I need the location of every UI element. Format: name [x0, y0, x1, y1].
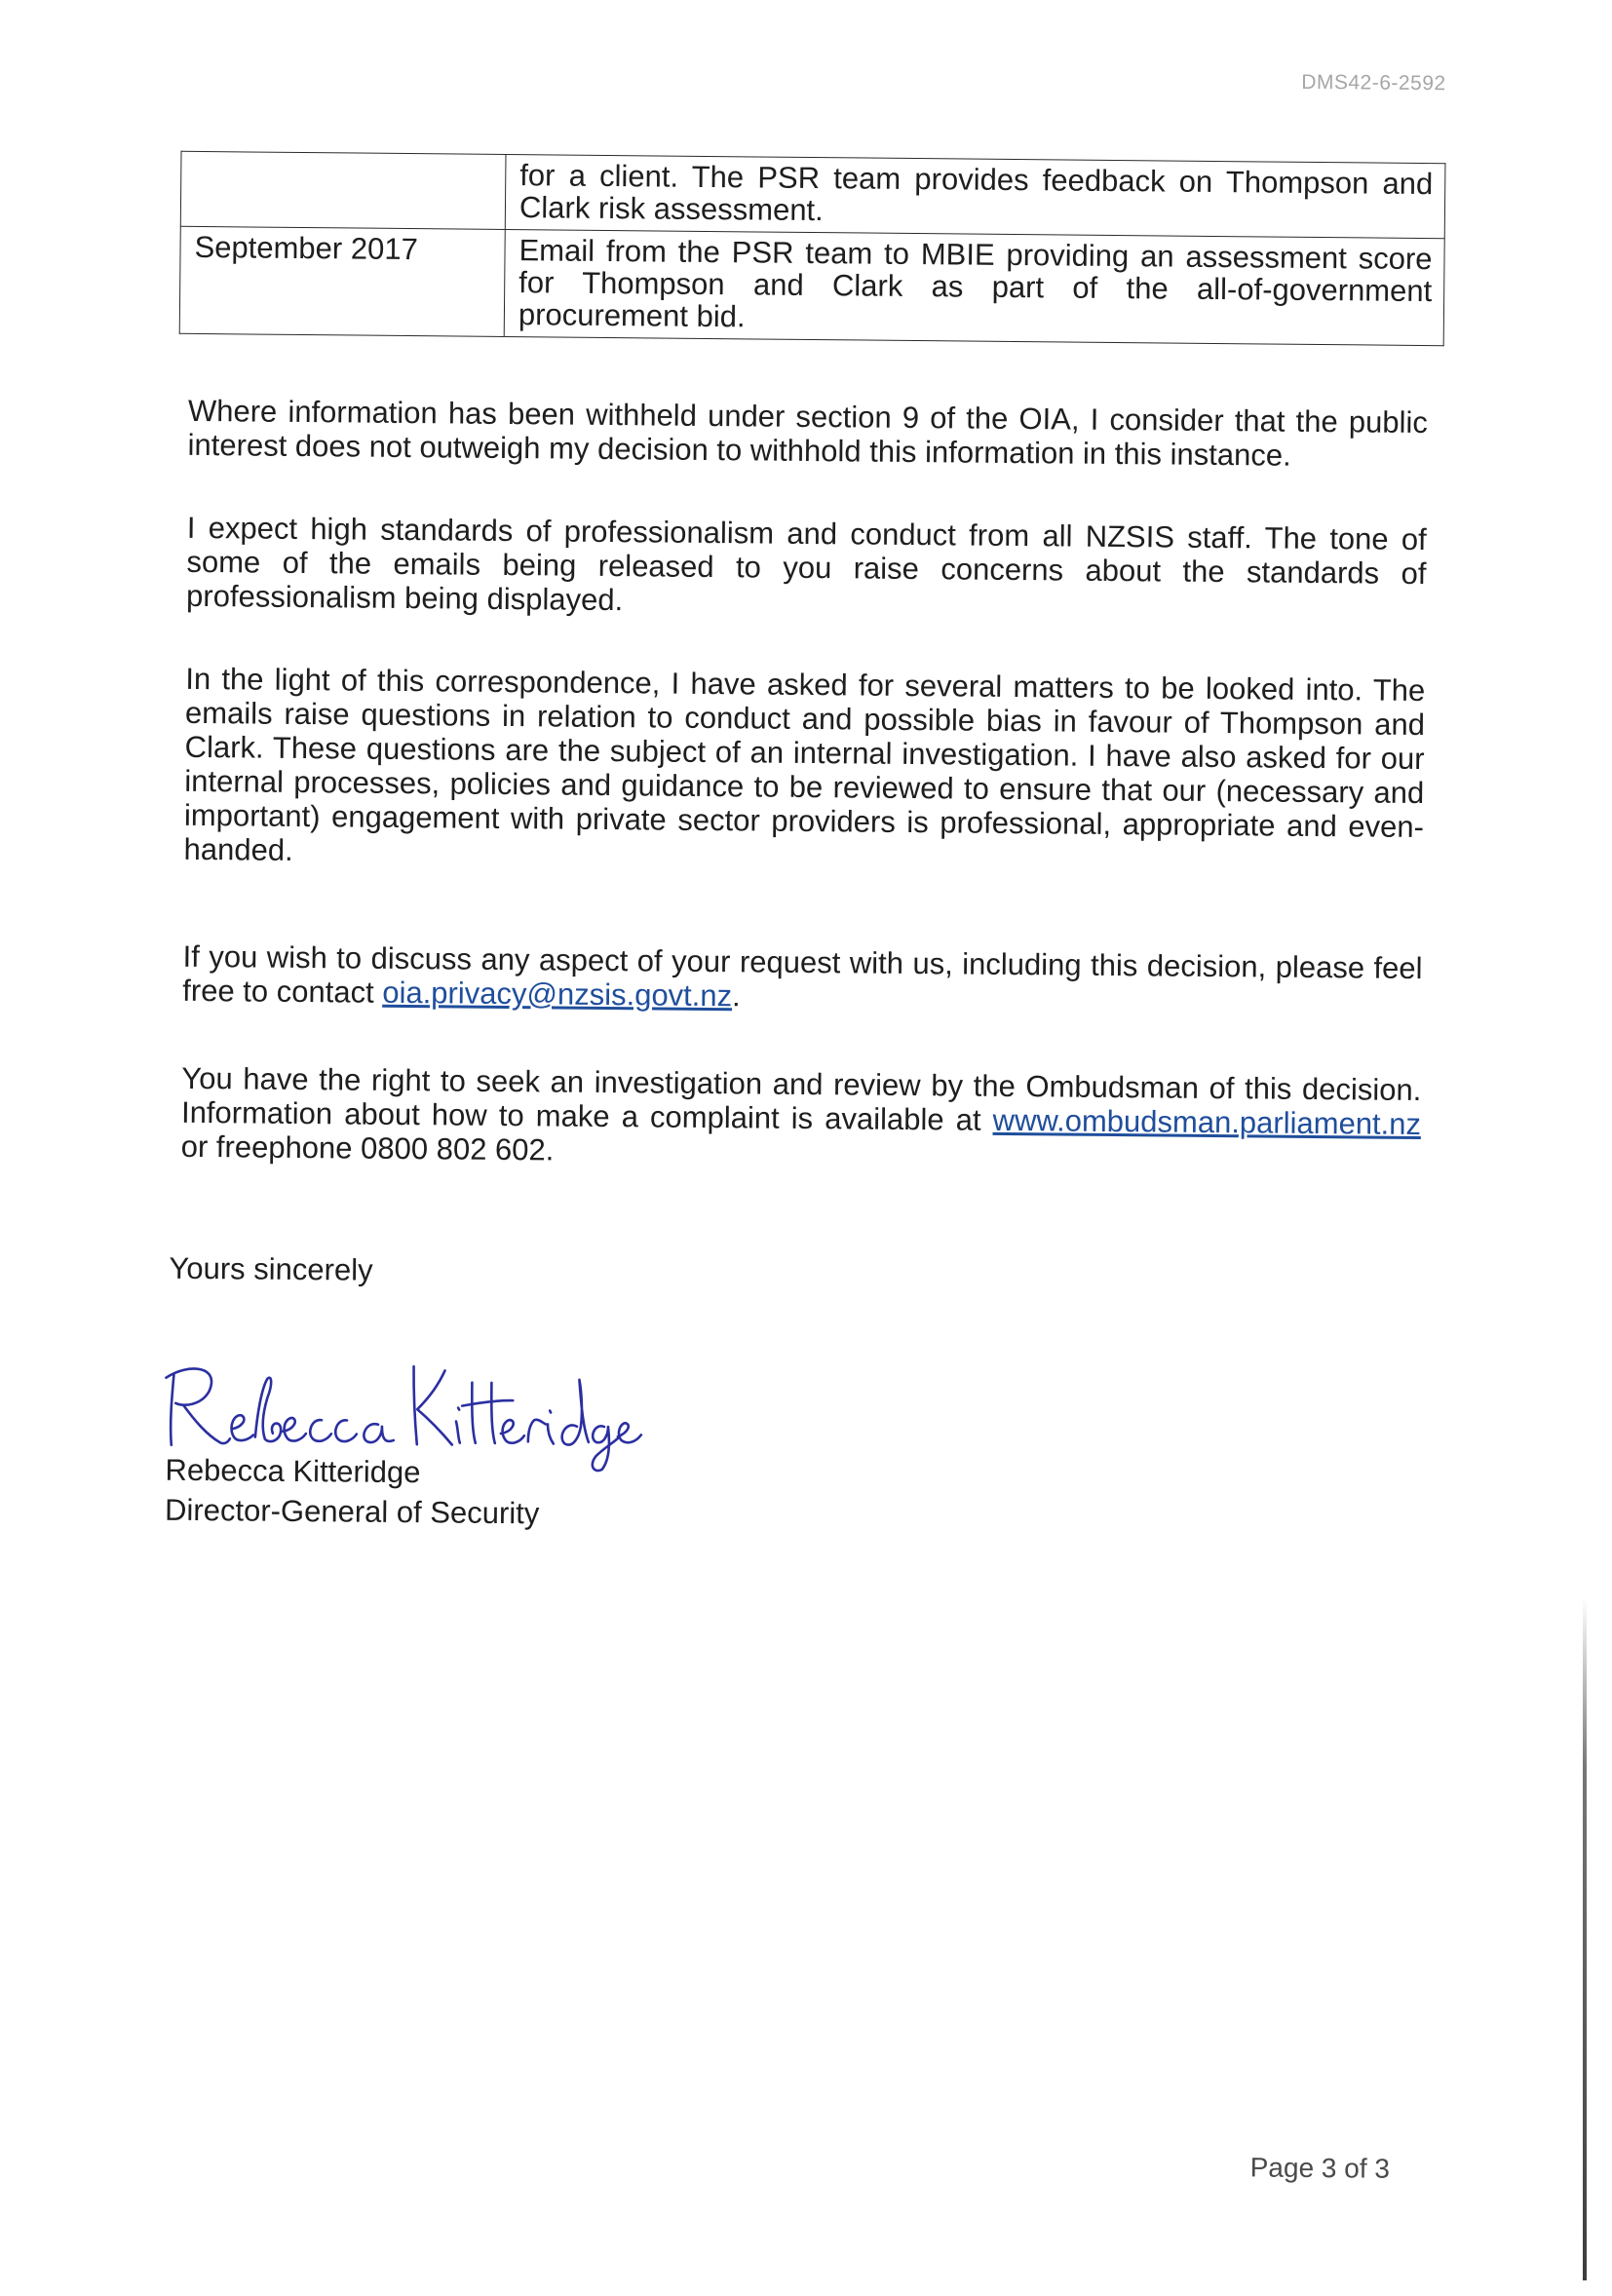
paragraph-ombudsman — [181, 1061, 1422, 1175]
page-number: Page 3 of 3 — [1249, 2152, 1391, 2184]
closing-salutation: Yours sincerely — [169, 1250, 373, 1287]
contact-text-end: . — [731, 978, 741, 1014]
paragraph-professionalism: I expect high standards of professionalism and conduct from all NZSIS staff. The tone of some of the emails being released to you raise concerns about the standards of professionalism being displayed. — [185, 510, 1427, 618]
ombudsman-website-link[interactable]: www.ombudsman.parliament.nz — [992, 1102, 1422, 1142]
scan-edge-shadow — [1583, 1598, 1587, 2280]
document-reference: DMS42-6-2592 — [1301, 70, 1446, 96]
contact-text: If you wish to discuss any aspect of your request with us, including this decision, please feel free to contact — [182, 938, 1423, 1010]
paragraph-investigation: In the light of this correspondence, I have asked for several matters to be looked into. The emails raise questions in relation to conduct and possible bias in favour of Thompson and Clark. These questions are the subject of an internal investigation. I have also asked for our internal processes, policies and guidance to be reviewed to ensure that our (necessary and important) engagement with private sector providers is professional, appropriate and even-handed. — [183, 661, 1426, 867]
table-cell-date: September 2017 — [179, 226, 505, 336]
privacy-email-link[interactable]: oia.privacy@nzsis.govt.nz — [382, 975, 733, 1014]
ombudsman-text: You have the right to seek an investigation and review by the Ombudsman of this decision. Information about how to make a complaint is available at — [180, 1060, 1422, 1137]
event-table — [179, 151, 1446, 346]
table-cell-date — [180, 151, 506, 229]
table-row — [180, 151, 1445, 238]
paragraph-contact — [182, 939, 1423, 1019]
ombudsman-text-end: or freephone 0800 802 602. — [180, 1129, 555, 1167]
signer-block — [165, 1450, 540, 1534]
signer-title: Director-General of Security — [164, 1492, 540, 1531]
signer-name: Rebecca Kitteridge — [165, 1452, 421, 1490]
paragraph-withheld-information: Where information has been withheld under section 9 of the OIA, I consider that the public interest does not outweigh my decision to withhold this information in this instance. — [187, 393, 1429, 473]
table-cell-description: for a client. The PSR team provides feedback on Thompson and Clark risk assessment. — [505, 154, 1445, 238]
table-row — [179, 226, 1444, 345]
table-cell-description: Email from the PSR team to MBIE providing an assessment score for Thompson and Clark as part of the all-of-government procurement bid. — [504, 229, 1444, 345]
